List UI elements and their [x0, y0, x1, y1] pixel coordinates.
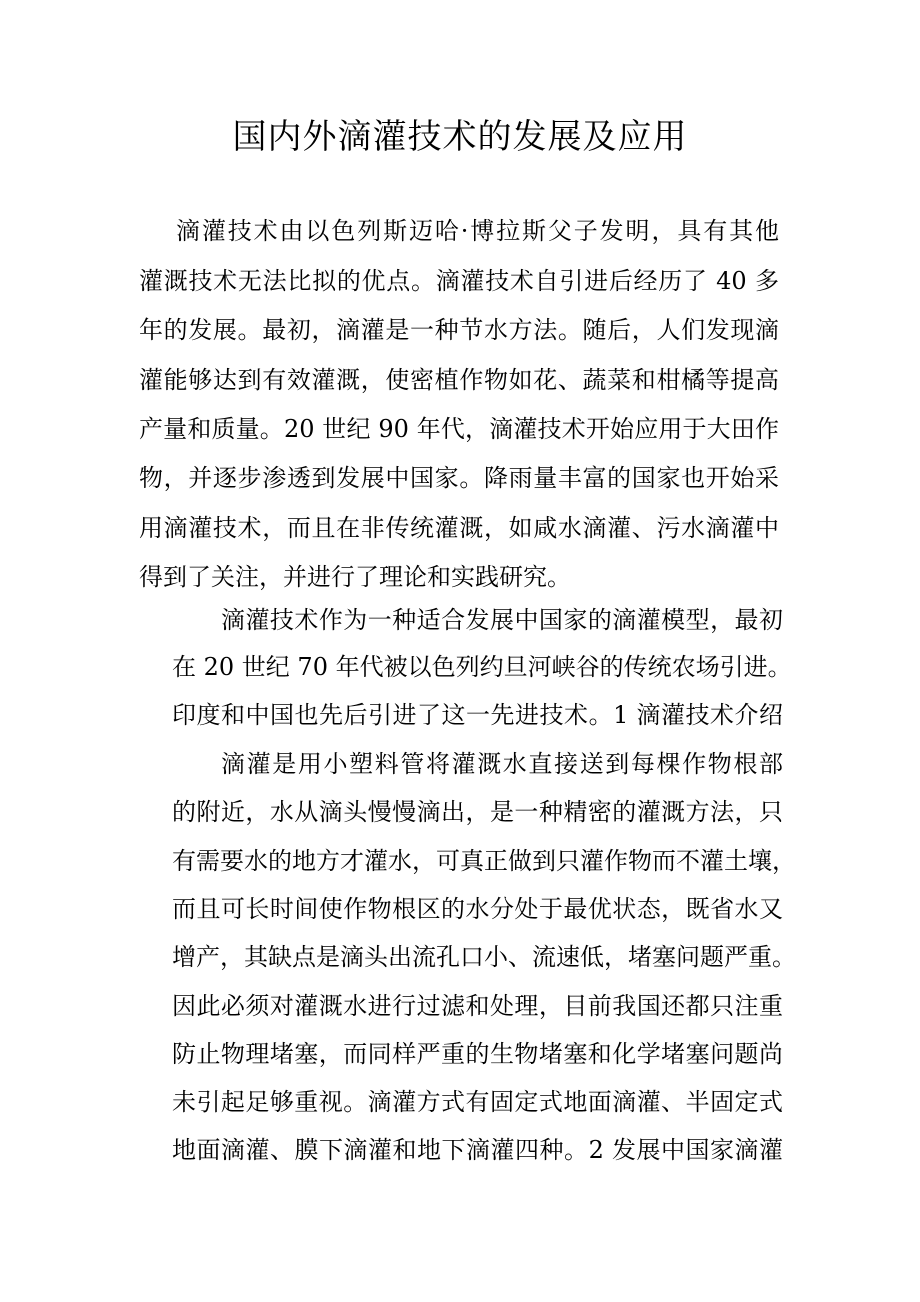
text-line: 而且可长时间使作物根区的水分处于最优状态，既省水又 — [172, 895, 783, 923]
text-line: 年的发展。最初，滴灌是一种节水方法。随后，人们发现滴 — [139, 316, 779, 344]
text-line: 得到了关注，并进行了理论和实践研究。 — [139, 563, 571, 591]
text-line: 地面滴灌、膜下滴灌和地下滴灌四种。2 发展中国家滴灌 — [172, 1136, 783, 1164]
document-title: 国内外滴灌技术的发展及应用 — [232, 117, 688, 157]
text-line: 灌能够达到有效灌溉，使密植作物如花、蔬菜和柑橘等提高 — [139, 366, 779, 394]
text-line: 物，并逐步渗透到发展中国家。降雨量丰富的国家也开始采 — [139, 464, 779, 492]
text-line: 的附近，水从滴头慢慢滴出，是一种精密的灌溉方法，只 — [172, 798, 783, 826]
text-line: 灌溉技术无法比拟的优点。滴灌技术自引进后经历了 40 多 — [139, 267, 779, 295]
text-line: 滴灌技术作为一种适合发展中国家的滴灌模型，最初 — [221, 606, 783, 634]
text-line: 用滴灌技术，而且在非传统灌溉，如咸水滴灌、污水滴灌中 — [139, 514, 779, 542]
text-line: 滴灌技术由以色列斯迈哈·博拉斯父子发明，具有其他 — [176, 217, 779, 245]
text-line: 产量和质量。20 世纪 90 年代，滴灌技术开始应用于大田作 — [139, 415, 779, 443]
text-line: 印度和中国也先后引进了这一先进技术。1 滴灌技术介绍 — [172, 701, 783, 729]
text-line: 因此必须对灌溉水进行过滤和处理，目前我国还都只注重 — [172, 992, 783, 1020]
text-line: 未引起足够重视。滴灌方式有固定式地面滴灌、半固定式 — [172, 1088, 783, 1116]
text-line: 增产，其缺点是滴头出流孔口小、流速低，堵塞问题严重。 — [172, 943, 796, 971]
text-line: 防止物理堵塞，而同样严重的生物堵塞和化学堵塞问题尚 — [172, 1040, 783, 1068]
text-line: 有需要水的地方才灌水，可真正做到只灌作物而不灌土壤， — [172, 847, 796, 875]
text-line: 滴灌是用小塑料管将灌溉水直接送到每棵作物根部 — [221, 750, 783, 778]
text-line: 在 20 世纪 70 年代被以色列约旦河峡谷的传统农场引进。 — [172, 653, 792, 681]
